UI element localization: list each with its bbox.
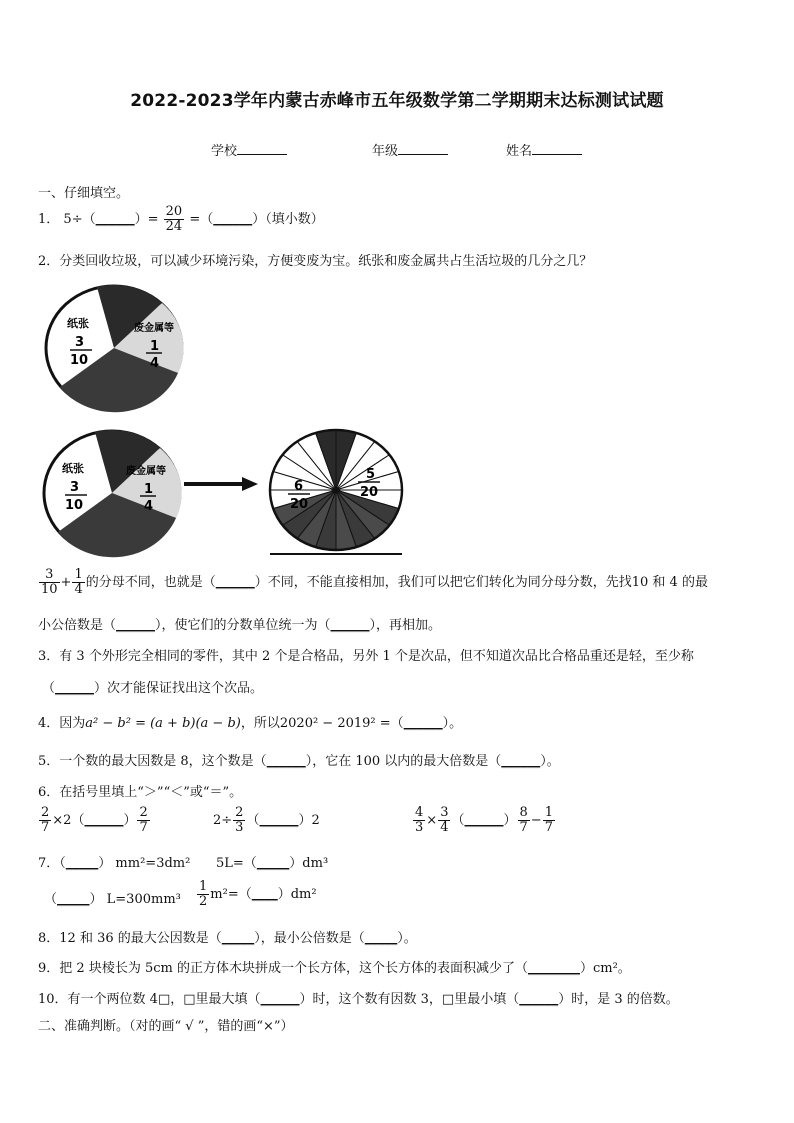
q2-frac2: $\frac{1}{4}$	[74, 567, 83, 597]
q3-line1: 有 3 个外形完全相同的零件，其中 2 个是合格品，另外 1 个是次品，但不知道次品比合格品重还是轻，至少称	[59, 649, 694, 664]
q6-item-3: $\frac{4}{3}$ × $\frac{3}{4}$ （______） $\frac{8}{7}$ − $\frac{1}{7}$	[415, 805, 553, 835]
question-3	[38, 645, 694, 664]
name-field	[506, 140, 582, 159]
grade-blank[interactable]	[398, 142, 448, 155]
pie1-metal-label: 废金属等	[134, 323, 174, 334]
svg-text:20: 20	[360, 485, 379, 500]
q4-pre: 因为	[59, 716, 86, 731]
q1-blank2[interactable]: ______	[213, 212, 253, 227]
q3-line2-text: ）次才能保证找出这个次品。	[94, 681, 264, 696]
svg-text:1: 1	[150, 339, 160, 354]
q9-number: 9．	[38, 961, 60, 976]
section1-heading: 一、仔细填空。	[38, 186, 130, 201]
question-6	[38, 781, 242, 800]
q6-number: 6．	[38, 785, 60, 800]
q7-part-b: 5L=（_____）dm³	[216, 856, 329, 871]
q9-blank[interactable]: ________	[527, 961, 580, 976]
question-1	[38, 205, 324, 234]
q8-blank2[interactable]: _____	[364, 931, 398, 946]
q2-line1	[38, 568, 708, 597]
q3-paren-open: （	[42, 681, 56, 696]
q3-number: 3．	[38, 649, 60, 664]
name-blank[interactable]	[532, 142, 582, 155]
svg-text:6: 6	[294, 479, 304, 494]
q6-item-1: $\frac{2}{7}$ ×2（______） $\frac{2}{7}$	[41, 805, 148, 835]
q10-number: 10．	[38, 992, 68, 1007]
question-4	[38, 712, 462, 731]
pie2-paper-label: 纸张	[62, 462, 84, 475]
q2-number: 2．	[38, 254, 60, 269]
arrow-right-icon	[182, 474, 262, 494]
question-5	[38, 750, 560, 769]
school-blank[interactable]	[237, 142, 287, 155]
q7-blank1[interactable]: _____	[65, 856, 99, 871]
q6-blank1[interactable]: ______	[84, 813, 124, 828]
name-label: 姓名	[506, 144, 533, 159]
q8-blank1[interactable]: _____	[221, 931, 255, 946]
pie2-metal-label: 废金属等	[126, 466, 166, 477]
svg-text:3: 3	[70, 480, 80, 495]
school-field	[211, 140, 287, 159]
svg-text:20: 20	[290, 497, 309, 512]
q6-blank3[interactable]: ______	[464, 813, 504, 828]
q10-blank1[interactable]: ______	[260, 992, 300, 1007]
q2-line2	[38, 614, 441, 633]
question-7: 7．（_____） mm²=3dm²	[38, 856, 191, 871]
q6-item-2: 2÷ $\frac{2}{3}$ （______）2	[213, 805, 320, 835]
q4-paren-open: （	[390, 716, 404, 731]
svg-text:10: 10	[70, 353, 89, 368]
q2-text: 分类回收垃圾，可以减少环境污染，方便变废为宝。纸张和废金属共占生活垃圾的几分之几？	[59, 254, 593, 269]
q5-blank1[interactable]: ______	[266, 754, 306, 769]
q6-text: 在括号里填上“＞”“＜”或“＝”。	[59, 785, 243, 800]
q4-mid: ，所以	[240, 716, 280, 731]
q1-mid: ）=	[134, 212, 159, 227]
q10-blank2[interactable]: ______	[519, 992, 559, 1007]
q2-line2-text-a: 小公倍数是（	[38, 618, 117, 633]
q2-blank2[interactable]: ______	[116, 618, 156, 633]
q3-line2	[42, 677, 263, 696]
q1-eq: =（	[189, 212, 214, 227]
q6-blank2[interactable]: ______	[259, 813, 299, 828]
q2-line1-text-b: ）不同，不能直接相加，我们可以把它们转化为同分母分数，先找10 和 4 的最	[254, 575, 708, 590]
q2-blank3[interactable]: ______	[330, 618, 370, 633]
q4-expr: 2020² − 2019² =	[279, 716, 391, 731]
svg-text:3: 3	[75, 335, 85, 350]
q1-number: 1．	[38, 212, 60, 227]
svg-text:10: 10	[65, 498, 84, 513]
q5-text-a: 一个数的最大因数是 8，这个数是（	[59, 754, 267, 769]
q8-number: 8．	[38, 931, 60, 946]
q5-blank2[interactable]: ______	[501, 754, 541, 769]
svg-text:1: 1	[144, 482, 154, 497]
q5-number: 5．	[38, 754, 60, 769]
q7-blank4[interactable]: ____	[251, 887, 278, 902]
question-9: 9．把 2 块棱长为 5cm 的正方体木块拼成一个长方体，这个长方体的表面积减少了（________）cm²。	[38, 961, 631, 976]
svg-text:4: 4	[144, 499, 154, 514]
section2-heading: 二、准确判断。（对的画“ √ ”，错的画“×”）	[38, 1019, 294, 1034]
q1-fraction: $\frac{20}{24}$	[165, 204, 183, 234]
pie-chart-3	[266, 428, 406, 558]
q4-blank[interactable]: ______	[403, 716, 443, 731]
q4-formula: a² − b² = (a + b)(a − b)	[85, 716, 241, 731]
q7-part-c: （_____） L=300mm³	[44, 892, 181, 907]
question-2	[38, 250, 592, 269]
q2-line1-text-a: 的分母不同，也就是（	[85, 575, 216, 590]
q1-pre: 5÷（	[63, 212, 96, 227]
plus-sign: +	[60, 575, 72, 590]
q7-blank2[interactable]: _____	[256, 856, 290, 871]
q5-text-c: ）。	[540, 754, 560, 769]
q4-paren-close: ）。	[442, 716, 463, 731]
pie-chart-1	[42, 283, 187, 413]
page-title: 2022-2023学年内蒙古赤峰市五年级数学第二学期期末达标测试试题	[130, 91, 664, 111]
svg-text:4: 4	[150, 356, 160, 371]
question-8: 8．12 和 36 的最大公因数是（_____），最小公倍数是（_____）。	[38, 931, 417, 946]
pie-chart-2	[40, 428, 185, 558]
svg-text:5: 5	[366, 467, 376, 482]
q2-line2-text-c: ），再相加。	[369, 618, 442, 633]
q2-blank1[interactable]: ______	[215, 575, 255, 590]
grade-label: 年级	[372, 144, 399, 159]
q7-blank3[interactable]: _____	[57, 892, 90, 907]
q2-frac1: $\frac{3}{10}$	[41, 567, 58, 597]
question-10: 10．有一个两位数 4□，□里最大填（______）时，这个数有因数 3，□里最小填（______）时，是 3 的倍数。	[38, 992, 679, 1007]
school-label: 学校	[211, 144, 238, 159]
q1-post: ）（填小数）	[252, 212, 324, 227]
q4-number: 4．	[38, 716, 60, 731]
grade-field	[372, 140, 448, 159]
pie1-paper-label: 纸张	[67, 317, 89, 330]
q5-text-b: ），它在 100 以内的最大倍数是（	[305, 754, 502, 769]
q7-number: 7．	[38, 856, 60, 871]
q7-part-d: $\frac{1}{2}$ m²=（____）dm²	[199, 879, 317, 909]
q1-blank1[interactable]: ______	[95, 212, 135, 227]
q2-line2-text-b: ），使它们的分数单位统一为（	[155, 618, 331, 633]
q3-blank[interactable]: ______	[55, 681, 95, 696]
